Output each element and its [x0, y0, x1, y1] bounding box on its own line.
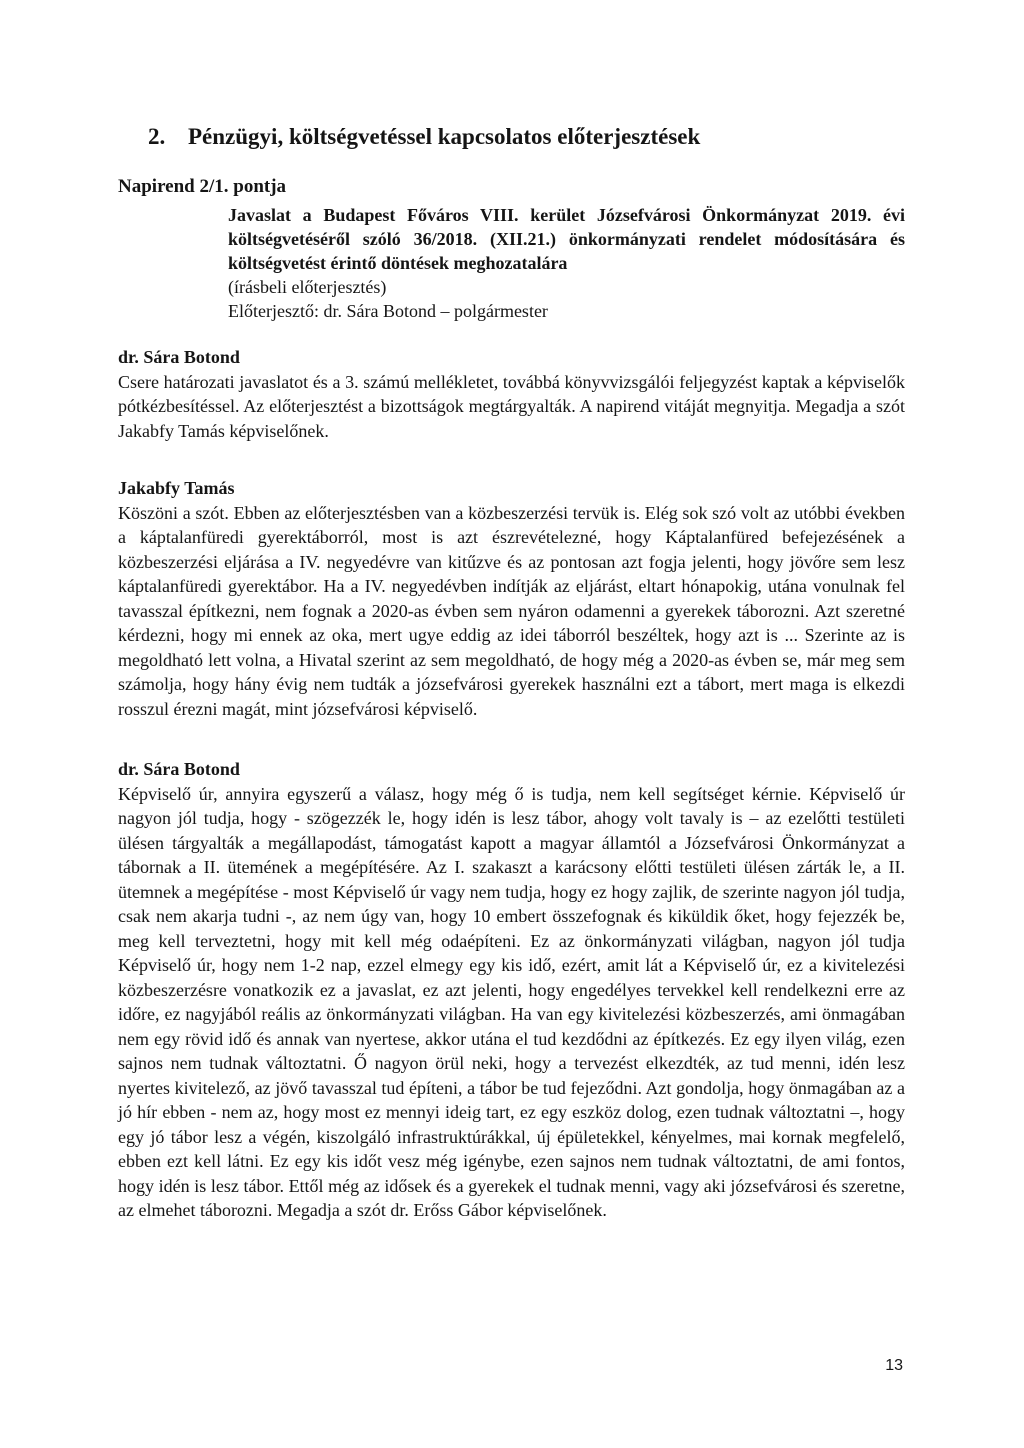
- speaker-name: dr. Sára Botond: [118, 347, 240, 367]
- section-title: Pénzügyi, költségvetéssel kapcsolatos előterjesztések: [188, 124, 701, 149]
- page-number: 13: [885, 1357, 903, 1374]
- agenda-subject: Javaslat a Budapest Főváros VIII. kerület Józsefvárosi Önkormányzat 2019. évi költségvetéséről szóló 36/2018. (XII.21.) önkormányzati rendelet módosítására és költségvetést érintő döntések meghozatalára: [228, 205, 905, 273]
- minutes-body: [118, 345, 905, 1223]
- speech-text: Csere határozati javaslatot és a 3. számú mellékletet, továbbá könyvvizsgálói feljegyzést kaptak a képviselők pótkézbesítéssel. Az előterjesztést a bizottságok megtárgyalták. A napirend vitáját megnyitja. Megadja a szót Jakabfy Tamás képviselőnek.: [118, 371, 905, 441]
- section-heading: [148, 124, 700, 150]
- speaker-name: dr. Sára Botond: [118, 759, 240, 779]
- agenda-submission-type: (írásbeli előterjesztés): [228, 277, 387, 297]
- agenda-details: [228, 203, 905, 323]
- speech-text: Képviselő úr, annyira egyszerű a válasz, hogy még ő is tudja, nem kell segítséget kérnie. Képviselő úr nagyon jól tudja, hogy - szögezzék le, hogy idén is lesz tábor, ahogy volt tavaly is – az ezelőtti testületi ülésen tárgyalták a megállapodást, támogatást kapott a magyar államtól a Józsefvárosi Önkormányzat a tábornak a II. ütemének a megépítésére. Az I. szakaszt a karácsony előtti testületi ülésen zárták le, a II. ütemnek a megépítése - most Képviselő úr vagy nem tudja, hogy ez hogy zajlik, de szerinte nagyon jól tudja, csak nem akarja tudni -, az nem úgy van, hogy 10 embert összefognak és kiküldik őket, hogy fejezzék be, meg kell terveztetni, hogy mit kell még odaépíteni. Ez az önkormányzati világban, nagyon jól tudja Képviselő úr, hogy nem 1-2 nap, ezzel elmegy egy kis idő, ezért, amit lát a Képviselő úr, ez a kivitelezési közbeszerzésre vonatkozik ez a javaslat, ez azt jelenti, hogy engedélyes tervekkel kell rendelkezni erre az időre, ez nagyjából reális az önkormányzati világban. Ha van egy kivitelezési közbeszerzés, ami önmagában nem egy rövid idő és annak van nyertese, akkor utána el tud kezdődni az építkezés. Ez egy ilyen világ, ezen sajnos nem tudnak változtatni. Ő nagyon örül neki, hogy a tervezést elkezdték, az tud menni, idén lesz nyertes kivitelező, az jövő tavasszal tud építeni, a tábor be tud fejeződni. Azt gondolja, hogy önmagában az a jó hír ebben - nem az, hogy most ez mennyi ideig tart, ez egy eszköz dolog, ezen tudnak változtatni –, hogy egy jó tábor lesz a végén, kiszolgáló infrastruktúrákkal, új épületekkel, kényelmes, mai kornak megfelelő, ebben ezt kell látni. Ez egy kis időt vesz még igénybe, ezen sajnos nem tudnak változtatni, de ami fontos, hogy idén is lesz tábor. Ettől még az idősek és a gyerekek el tudnak menni, vagy aki józsefvárosi és szeretne, az elmehet táborozni. Megadja a szót dr. Erőss Gábor képviselőnek.: [118, 783, 905, 1220]
- speech-text: Köszöni a szót. Ebben az előterjesztésben van a közbeszerzési tervük is. Elég sok szó volt az utóbbi években a káptalanfüredi gyerektáborról, most is azt észrevételezné, hogy Káptalanfüred befejezésének a közbeszerzési eljárása a IV. negyedévre van kitűzve és az pontosan azt fogja jelenti, hogy jövőre sem lesz káptalanfüredi gyerektábor. Ha a IV. negyedévben indítják az eljárást, eltart hónapokig, utána vonulnak fel tavasszal építkezni, nem fognak a 2020-as évben sem nyáron odamenni a gyerekek táborozni. Azt szeretné kérdezni, hogy mi ennek az oka, mert ugye eddig az idei táborról beszéltek, hogy azt is ... Szerinte az is megoldható lett volna, a Hivatal szerint az sem megoldható, de hogy még a 2020-as évben se, már meg sem számolja, hogy hány évig nem tudták a józsefvárosi gyerekek használni ezt a tábort, mert maga is elkezdi rosszul érezni magát, mint józsefvárosi képviselő.: [118, 502, 905, 719]
- section-number: 2.: [148, 124, 166, 149]
- agenda-presenter: Előterjesztő: dr. Sára Botond – polgármester: [228, 301, 548, 321]
- agenda-item-label: Napirend 2/1. pontja: [118, 176, 287, 197]
- speaker-name: Jakabfy Tamás: [118, 478, 235, 498]
